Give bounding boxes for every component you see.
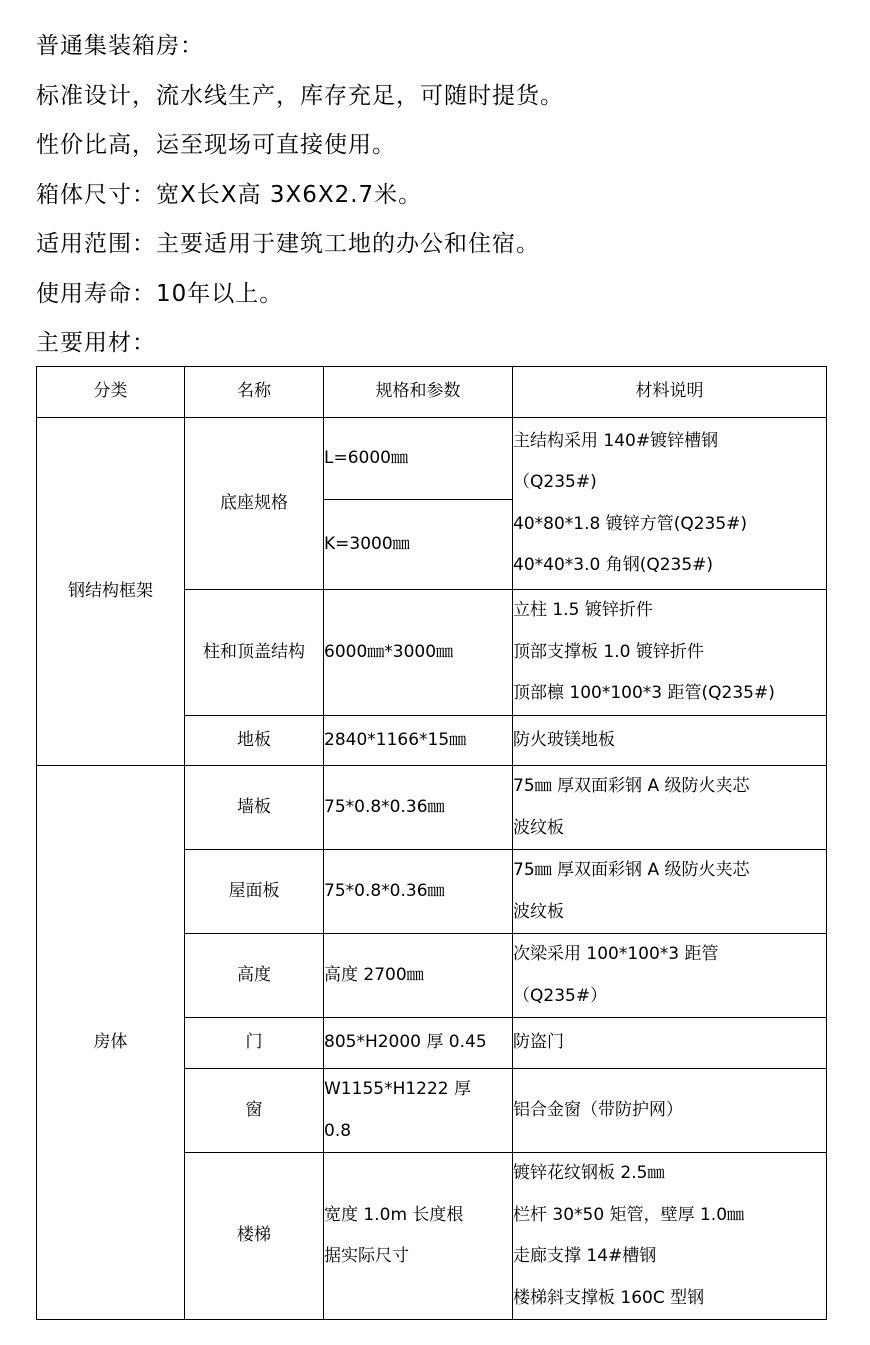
material-line: 顶部檩 100*100*3 距管(Q235#) — [513, 683, 775, 704]
header-category: 分类 — [37, 367, 185, 418]
intro-text — [36, 22, 836, 369]
material-line: 40*40*3.0 角钢(Q235#) — [513, 555, 714, 575]
header-spec: 规格和参数 — [324, 367, 513, 418]
intro-line-lifespan: 使用寿命：10年以上。 — [36, 280, 284, 307]
spec-cell: K=3000㎜ — [324, 500, 513, 590]
material-line: 40*80*1.8 镀锌方管(Q235#) — [513, 513, 748, 534]
intro-line-value: 性价比高，运至现场可直接使用。 — [36, 132, 396, 158]
name-cell: 柱和顶盖结构 — [185, 590, 324, 716]
table-header-row — [37, 367, 827, 418]
material-cell — [513, 1018, 827, 1069]
intro-line-materials: 主要用材： — [36, 330, 156, 356]
header-material: 材料说明 — [513, 367, 827, 418]
material-line: （Q235#) — [513, 472, 597, 492]
material-line: 栏杆 30*50 矩管，壁厚 1.0㎜ — [513, 1204, 745, 1225]
spec-cell — [324, 1153, 513, 1320]
intro-line-design: 标准设计，流水线生产，库存充足，可随时提货。 — [36, 82, 564, 109]
spec-line: 0.8 — [324, 1120, 352, 1141]
category-cell: 钢结构框架 — [37, 418, 185, 766]
material-cell — [513, 418, 827, 590]
material-line: 波纹板 — [513, 901, 564, 922]
name-cell: 楼梯 — [185, 1153, 324, 1320]
spec-cell: 805*H2000 厚 0.45 — [324, 1018, 513, 1069]
material-line: 铝合金窗（带防护网） — [513, 1099, 683, 1120]
name-cell: 墙板 — [185, 766, 324, 850]
category-cell: 房体 — [37, 766, 185, 1320]
spec-cell: 2840*1166*15㎜ — [324, 716, 513, 766]
name-cell: 地板 — [185, 716, 324, 766]
material-cell — [513, 766, 827, 850]
name-cell: 门 — [185, 1018, 324, 1069]
spec-cell: 75*0.8*0.36㎜ — [324, 850, 513, 934]
material-line: 75㎜ 厚双面彩钢 A 级防火夹芯 — [513, 860, 750, 880]
spec-cell: L=6000㎜ — [324, 418, 513, 500]
material-line: 镀锌花纹钢板 2.5㎜ — [513, 1163, 665, 1183]
material-cell — [513, 934, 827, 1018]
material-line: 主结构采用 140#镀锌槽钢 — [513, 430, 719, 451]
material-cell — [513, 716, 827, 766]
intro-line-size: 箱体尺寸：宽X长X高 3X6X2.7米。 — [36, 181, 423, 208]
material-line: 楼梯斜支撑板 160C 型钢 — [513, 1287, 705, 1308]
materials-table — [36, 366, 827, 1320]
table-row — [37, 766, 827, 850]
material-line: 波纹板 — [513, 817, 564, 838]
spec-cell: 高度 2700㎜ — [324, 934, 513, 1018]
spec-cell: 6000㎜*3000㎜ — [324, 590, 513, 716]
material-cell — [513, 1069, 827, 1153]
table-row — [37, 418, 827, 500]
header-name: 名称 — [185, 367, 324, 418]
material-cell — [513, 590, 827, 716]
material-line: 防火玻镁地板 — [513, 729, 615, 750]
material-cell — [513, 850, 827, 934]
name-cell: 屋面板 — [185, 850, 324, 934]
material-line: 顶部支撑板 1.0 镀锌折件 — [513, 641, 704, 662]
spec-line: 宽度 1.0m 长度根 — [324, 1204, 464, 1225]
material-line: 走廊支撑 14#槽钢 — [513, 1246, 657, 1266]
intro-line-scope: 适用范围：主要适用于建筑工地的办公和住宿。 — [36, 231, 540, 257]
intro-title: 普通集装箱房： — [36, 33, 204, 59]
name-cell: 高度 — [185, 934, 324, 1018]
material-cell — [513, 1153, 827, 1320]
material-line: 防盗门 — [513, 1032, 564, 1053]
name-cell: 底座规格 — [185, 418, 324, 590]
spec-line: W1155*H1222 厚 — [324, 1079, 472, 1099]
material-line: （Q235#） — [513, 985, 608, 1006]
material-line: 75㎜ 厚双面彩钢 A 级防火夹芯 — [513, 776, 750, 796]
spec-cell: 75*0.8*0.36㎜ — [324, 766, 513, 850]
spec-cell — [324, 1069, 513, 1153]
material-line: 次梁采用 100*100*3 距管 — [513, 944, 719, 964]
spec-line: 据实际尺寸 — [324, 1246, 409, 1266]
name-cell: 窗 — [185, 1069, 324, 1153]
material-line: 立柱 1.5 镀锌折件 — [513, 600, 653, 621]
